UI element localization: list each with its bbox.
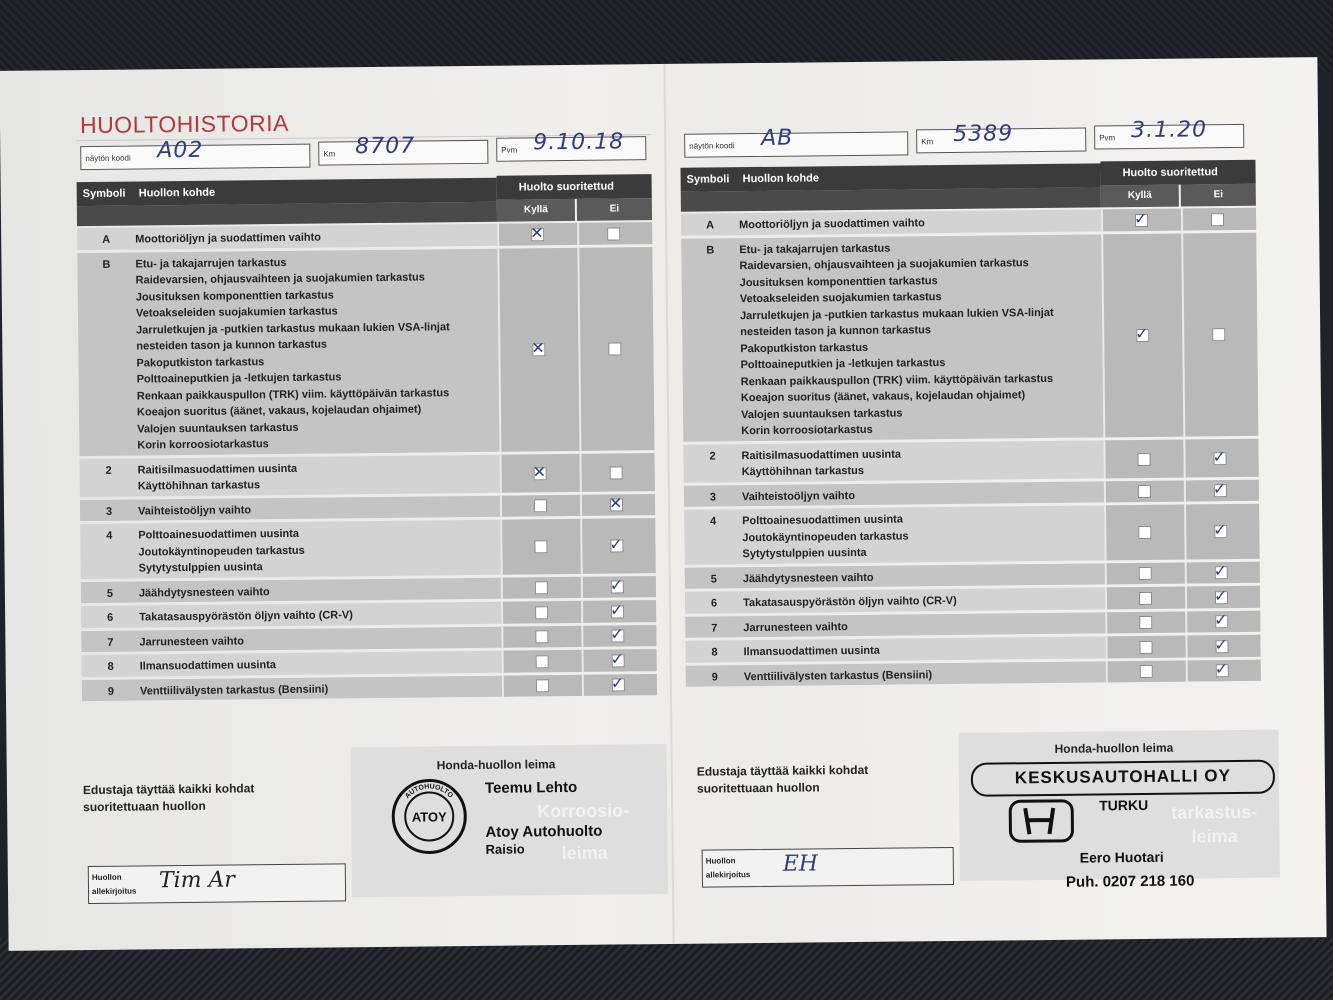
row-line: Takatasauspyörästön öljyn vaihto (CR-V)	[742, 594, 957, 610]
row-line: Jäähdytysnesteen vaihto	[138, 585, 270, 599]
stamp-label-right: Honda-huollon leima	[1054, 740, 1174, 756]
row-line: Renkaan paikkauspullon (TRK) viim. käyttöpäivän tarkastus	[740, 372, 1054, 388]
table-row	[681, 232, 1258, 441]
km-field-right[interactable]	[916, 121, 1086, 154]
row-line: Valojen suuntauksen tarkastus	[741, 406, 903, 421]
header-kylla-right: Kyllä	[1101, 185, 1179, 208]
row-line: Polttoainesuodattimen uusinta	[742, 513, 903, 528]
row-line: Polttoaineputkien ja -letkujen tarkastus	[136, 371, 342, 386]
row-description	[741, 440, 1103, 486]
row-line: nesteiden tason ja kunnon tarkastus	[136, 338, 328, 353]
row-line: Moottoriöljyn ja suodattimen vaihto	[739, 217, 925, 232]
date-label-right: Pvm	[1099, 133, 1116, 143]
instructions-line-1-right: Edustaja täyttää kaikki kohdat	[696, 762, 869, 779]
row-line: Moottoriöljyn ja suodattimen vaihto	[135, 231, 322, 246]
code-value: A02	[157, 137, 204, 164]
row-symbol: 2	[709, 449, 716, 463]
row-line: Jousituksen komponenttien tarkastus	[135, 288, 334, 304]
kylla-checkbox[interactable]	[535, 630, 548, 643]
row-line: Jarrunesteen vaihto	[743, 620, 848, 634]
kylla-checkbox[interactable]	[1138, 485, 1151, 498]
header-symboli: Symboli	[82, 187, 126, 201]
row-symbol: 2	[105, 464, 112, 477]
row-line: Jarrunesteen vaihto	[139, 634, 245, 648]
left-page	[75, 64, 704, 950]
row-line: Etu- ja takajarrujen tarkastus	[135, 256, 287, 271]
kylla-checkbox[interactable]	[1140, 665, 1153, 678]
table-row	[684, 504, 1260, 565]
table-row	[685, 610, 1260, 638]
stamp-ghost-text-2-right: leima	[1191, 826, 1238, 847]
right-page	[679, 57, 1308, 943]
header-suoritettu: Huolto suoritettud	[518, 180, 615, 194]
row-description	[739, 234, 1103, 445]
km-label: Km	[323, 149, 336, 159]
ei-check-mark: ✕	[608, 493, 623, 513]
header-symboli-right: Symboli	[686, 173, 730, 186]
table-row	[81, 600, 656, 628]
stamp-ghost-text-1-right: tarkastus-	[1171, 801, 1258, 823]
stamp-area	[351, 744, 669, 897]
stamp-name-right: Eero Huotari	[1079, 848, 1164, 866]
row-line: Joutokäyntinopeuden tarkastus	[742, 529, 909, 544]
code-value-right: AB	[761, 125, 794, 151]
ei-check-mark: ✓	[610, 673, 625, 693]
kylla-checkbox[interactable]	[1138, 526, 1151, 539]
kylla-checkbox[interactable]	[534, 499, 547, 512]
table-row	[79, 453, 654, 497]
stamp-name: Teemu Lehto	[484, 778, 578, 797]
table-row	[80, 494, 655, 522]
row-line: Vaihteistoöljyn vaihto	[137, 503, 252, 517]
row-symbol: 8	[107, 660, 114, 673]
row-symbol: B	[102, 258, 111, 271]
ei-checkbox[interactable]	[1212, 328, 1225, 341]
row-description	[140, 675, 502, 704]
ei-check-mark: ✓	[1213, 585, 1228, 605]
row-line: Jarruletkujen ja -putkien tarkastus mukaan lukien VSA-linjat	[739, 306, 1054, 322]
row-line: Sytytystulppien uusinta	[138, 561, 263, 575]
kylla-checkbox[interactable]	[1139, 592, 1152, 605]
row-symbol: 6	[710, 597, 718, 610]
header-kylla: Kyllä	[497, 199, 575, 222]
signature-field[interactable]	[88, 863, 346, 904]
signature-label-2: allekirjoitus	[91, 886, 137, 897]
instructions-line-2-right: suoritettuaan huollon	[696, 780, 820, 796]
kylla-check-mark: ✕	[530, 222, 544, 243]
ei-checkbox[interactable]	[608, 342, 621, 355]
stamp-ghost-text-1: Korroosio-	[537, 800, 630, 822]
code-field-right[interactable]	[684, 125, 908, 157]
signature-label-2-right: allekirjoitus	[705, 870, 751, 880]
row-line: Koeajon suoritus (äänet, vakaus, kojelaudan ohjaimet)	[136, 403, 422, 419]
row-line: Venttiilivälysten tarkastus (Bensiini)	[743, 668, 933, 683]
table-row	[80, 518, 656, 579]
ei-check-mark: ✓	[1212, 446, 1227, 466]
header-ei: Ei	[577, 198, 652, 221]
row-line: nesteiden tason ja kunnon tarkastus	[740, 324, 931, 339]
table-row	[684, 479, 1259, 507]
kylla-check-mark: ✓	[1133, 208, 1148, 228]
row-line: Ilmansuodattimen uusinta	[139, 659, 277, 673]
stamp-ghost-text-2: leima	[561, 842, 608, 864]
row-symbol: 8	[711, 646, 718, 659]
header-kohde: Huollon kohde	[138, 186, 216, 200]
row-line: Joutokäyntinopeuden tarkastus	[138, 544, 305, 558]
row-line: Takatasauspyörästön öljyn vaihto (CR-V)	[139, 609, 353, 624]
ei-checkbox[interactable]	[607, 227, 620, 240]
ei-check-mark: ✓	[1213, 520, 1227, 540]
stamp-company-right: KESKUSAUTOHALLI OY	[1014, 766, 1231, 788]
kylla-check-mark: ✓	[1135, 323, 1149, 344]
table-row	[77, 247, 654, 456]
kylla-checkbox[interactable]	[536, 655, 549, 668]
stamp-company: Atoy Autohuolto	[485, 822, 603, 841]
stamp-company-frame	[971, 760, 1275, 797]
row-symbol: 3	[709, 490, 717, 504]
row-line: Renkaan paikkauspullon (TRK) viim. käyttöpäivän tarkastus	[136, 386, 450, 403]
kylla-checkbox[interactable]	[536, 679, 549, 692]
ei-check-mark: ✓	[609, 534, 623, 554]
signature-field-right[interactable]	[702, 847, 954, 888]
row-symbol: 4	[106, 529, 113, 542]
row-line: Pakoputkiston tarkastus	[740, 341, 869, 355]
date-value-right: 3.1.20	[1130, 117, 1208, 144]
row-line: Valojen suuntauksen tarkastus	[137, 421, 299, 436]
row-line: Jarruletkujen ja -putkien tarkastus mukaan lukien VSA-linjat	[136, 320, 450, 337]
header-suoritettu-cell	[497, 174, 652, 200]
ei-check-mark: ✓	[1214, 634, 1229, 654]
table-row	[685, 586, 1260, 614]
signature: Tim Ar	[158, 867, 236, 894]
date-label: Pvm	[501, 145, 518, 155]
stamp-area-right	[958, 730, 1280, 881]
kylla-checkbox[interactable]	[1139, 641, 1152, 654]
row-description	[135, 248, 499, 459]
kylla-checkbox[interactable]	[1139, 567, 1152, 580]
code-label: näytön koodi	[85, 153, 131, 164]
row-symbol: 9	[107, 685, 115, 698]
row-line: Venttiilivälysten tarkastus (Bensiini)	[139, 683, 329, 697]
row-line: Vetoakseleiden suojakumien tarkastus	[135, 305, 338, 320]
row-description	[138, 520, 501, 582]
row-symbol: 9	[711, 670, 718, 683]
ei-checkbox[interactable]	[610, 466, 623, 479]
row-line: Polttoainesuodattimen uusinta	[138, 527, 300, 542]
kylla-checkbox[interactable]	[535, 581, 548, 594]
row-description	[742, 505, 1105, 567]
page-title: HUOLTOHISTORIA	[79, 109, 290, 139]
header-suoritettu-right: Huolto suoritettud	[1122, 166, 1218, 180]
row-line: Korin korroosiotarkastus	[137, 438, 269, 452]
date-field-right[interactable]	[1094, 117, 1244, 150]
ei-check-mark: ✓	[1214, 610, 1228, 630]
km-field[interactable]	[318, 133, 488, 166]
row-line: Jäähdytysnesteen vaihto	[742, 571, 874, 585]
row-line: Käyttöhihnan tarkastus	[741, 464, 864, 479]
svg-text:AUTOHUOLTO: AUTOHUOLTO	[404, 783, 455, 800]
row-symbol: 7	[107, 636, 114, 649]
date-field[interactable]	[496, 129, 646, 162]
table-header-band-right	[681, 187, 1101, 211]
row-line: Raidevarsien, ohjausvaihteen ja suojakumien tarkastus	[135, 271, 425, 287]
km-value-right: 5389	[953, 121, 1014, 147]
atoy-logo	[391, 778, 468, 855]
date-value: 9.10.18	[533, 129, 625, 156]
stamp-phone: Puh. 0207 218 160	[1065, 872, 1195, 891]
row-line: Raitisilmasuodattimen uusinta	[741, 448, 902, 462]
row-line: Koeajon suoritus (äänet, vakaus, kojelaudan ohjaimet)	[740, 389, 1026, 405]
header-kohde-right: Huollon kohde	[742, 172, 820, 186]
row-line: Sytytystulppien uusinta	[742, 546, 867, 561]
table-row	[683, 438, 1258, 482]
row-line: Vetoakseleiden suojakumien tarkastus	[739, 291, 942, 306]
row-symbol: 7	[711, 621, 718, 635]
service-booklet	[0, 57, 1327, 951]
row-symbol: 3	[105, 505, 113, 518]
signature-right: EH	[782, 851, 819, 877]
row-line: Vaihteistoöljyn vaihto	[741, 489, 856, 503]
row-symbol: 6	[107, 611, 114, 624]
honda-logo	[1007, 798, 1075, 845]
instructions-line-2: suoritettuaan huollon	[83, 798, 206, 815]
table-header-band	[77, 202, 497, 226]
km-label-right: Km	[921, 137, 934, 147]
row-symbol: 5	[106, 587, 114, 600]
ei-check-mark: ✓	[610, 649, 625, 669]
instructions-text	[83, 780, 255, 816]
kylla-checkbox[interactable]	[1137, 452, 1150, 465]
row-symbol: B	[706, 243, 715, 257]
row-line: Korin korroosiotarkastus	[741, 423, 873, 438]
row-line: Jousituksen komponenttien tarkastus	[739, 274, 938, 289]
table-row	[81, 625, 656, 653]
row-symbol: 5	[710, 572, 717, 586]
instructions-text-right	[697, 762, 869, 798]
row-line: Pakoputkiston tarkastus	[136, 355, 265, 370]
table-row	[82, 674, 657, 702]
row-description	[137, 454, 499, 500]
code-label-right: näytön koodi	[689, 141, 735, 151]
row-description	[744, 661, 1106, 690]
signature-label-1-right: Huollon	[705, 856, 736, 866]
row-symbol: A	[102, 233, 111, 246]
kylla-check-mark: ✕	[532, 461, 547, 481]
ei-check-mark: ✓	[1212, 479, 1227, 499]
row-line: Ilmansuodattimen uusinta	[743, 644, 880, 659]
table-row	[685, 635, 1260, 663]
signature-label-1: Huollon	[91, 872, 122, 883]
table-row	[81, 576, 656, 604]
table-row	[681, 208, 1256, 236]
ei-check-mark: ✓	[610, 600, 624, 620]
table-row	[82, 649, 657, 677]
row-line: Raitisilmasuodattimen uusinta	[137, 462, 298, 476]
ei-check-mark: ✓	[1213, 561, 1228, 581]
row-symbol: A	[706, 219, 715, 232]
stamp-label: Honda-huollon leima	[436, 757, 556, 773]
ei-check-mark: ✓	[1214, 659, 1229, 679]
svg-text:ATOY: ATOY	[411, 809, 447, 825]
row-line: Etu- ja takajarrujen tarkastus	[739, 242, 891, 256]
header-ei-right: Ei	[1181, 184, 1256, 207]
kylla-checkbox[interactable]	[535, 606, 548, 619]
table-row	[685, 561, 1260, 589]
instructions-line-1: Edustaja täyttää kaikki kohdat	[82, 781, 255, 798]
stamp-city: Raisio	[485, 841, 525, 857]
header-suoritettu-cell-right	[1100, 160, 1255, 186]
ei-check-mark: ✓	[610, 624, 624, 644]
code-field[interactable]	[80, 137, 310, 170]
row-line: Polttoaineputkien ja -letkujen tarkastus	[740, 357, 946, 372]
kylla-check-mark: ✕	[531, 338, 545, 358]
ei-check-mark: ✓	[609, 575, 624, 595]
ei-checkbox[interactable]	[1211, 213, 1224, 226]
table-row	[77, 222, 652, 250]
kylla-checkbox[interactable]	[1139, 616, 1152, 629]
kylla-checkbox[interactable]	[534, 540, 547, 553]
km-value: 8707	[355, 133, 416, 160]
row-symbol: 4	[710, 515, 717, 528]
row-line: Raidevarsien, ohjausvaihteen ja suojakumien tarkastus	[739, 257, 1029, 273]
table-row	[686, 659, 1261, 687]
row-line: Käyttöhihnan tarkastus	[137, 479, 261, 493]
stamp-city-right: TURKU	[1099, 796, 1149, 814]
